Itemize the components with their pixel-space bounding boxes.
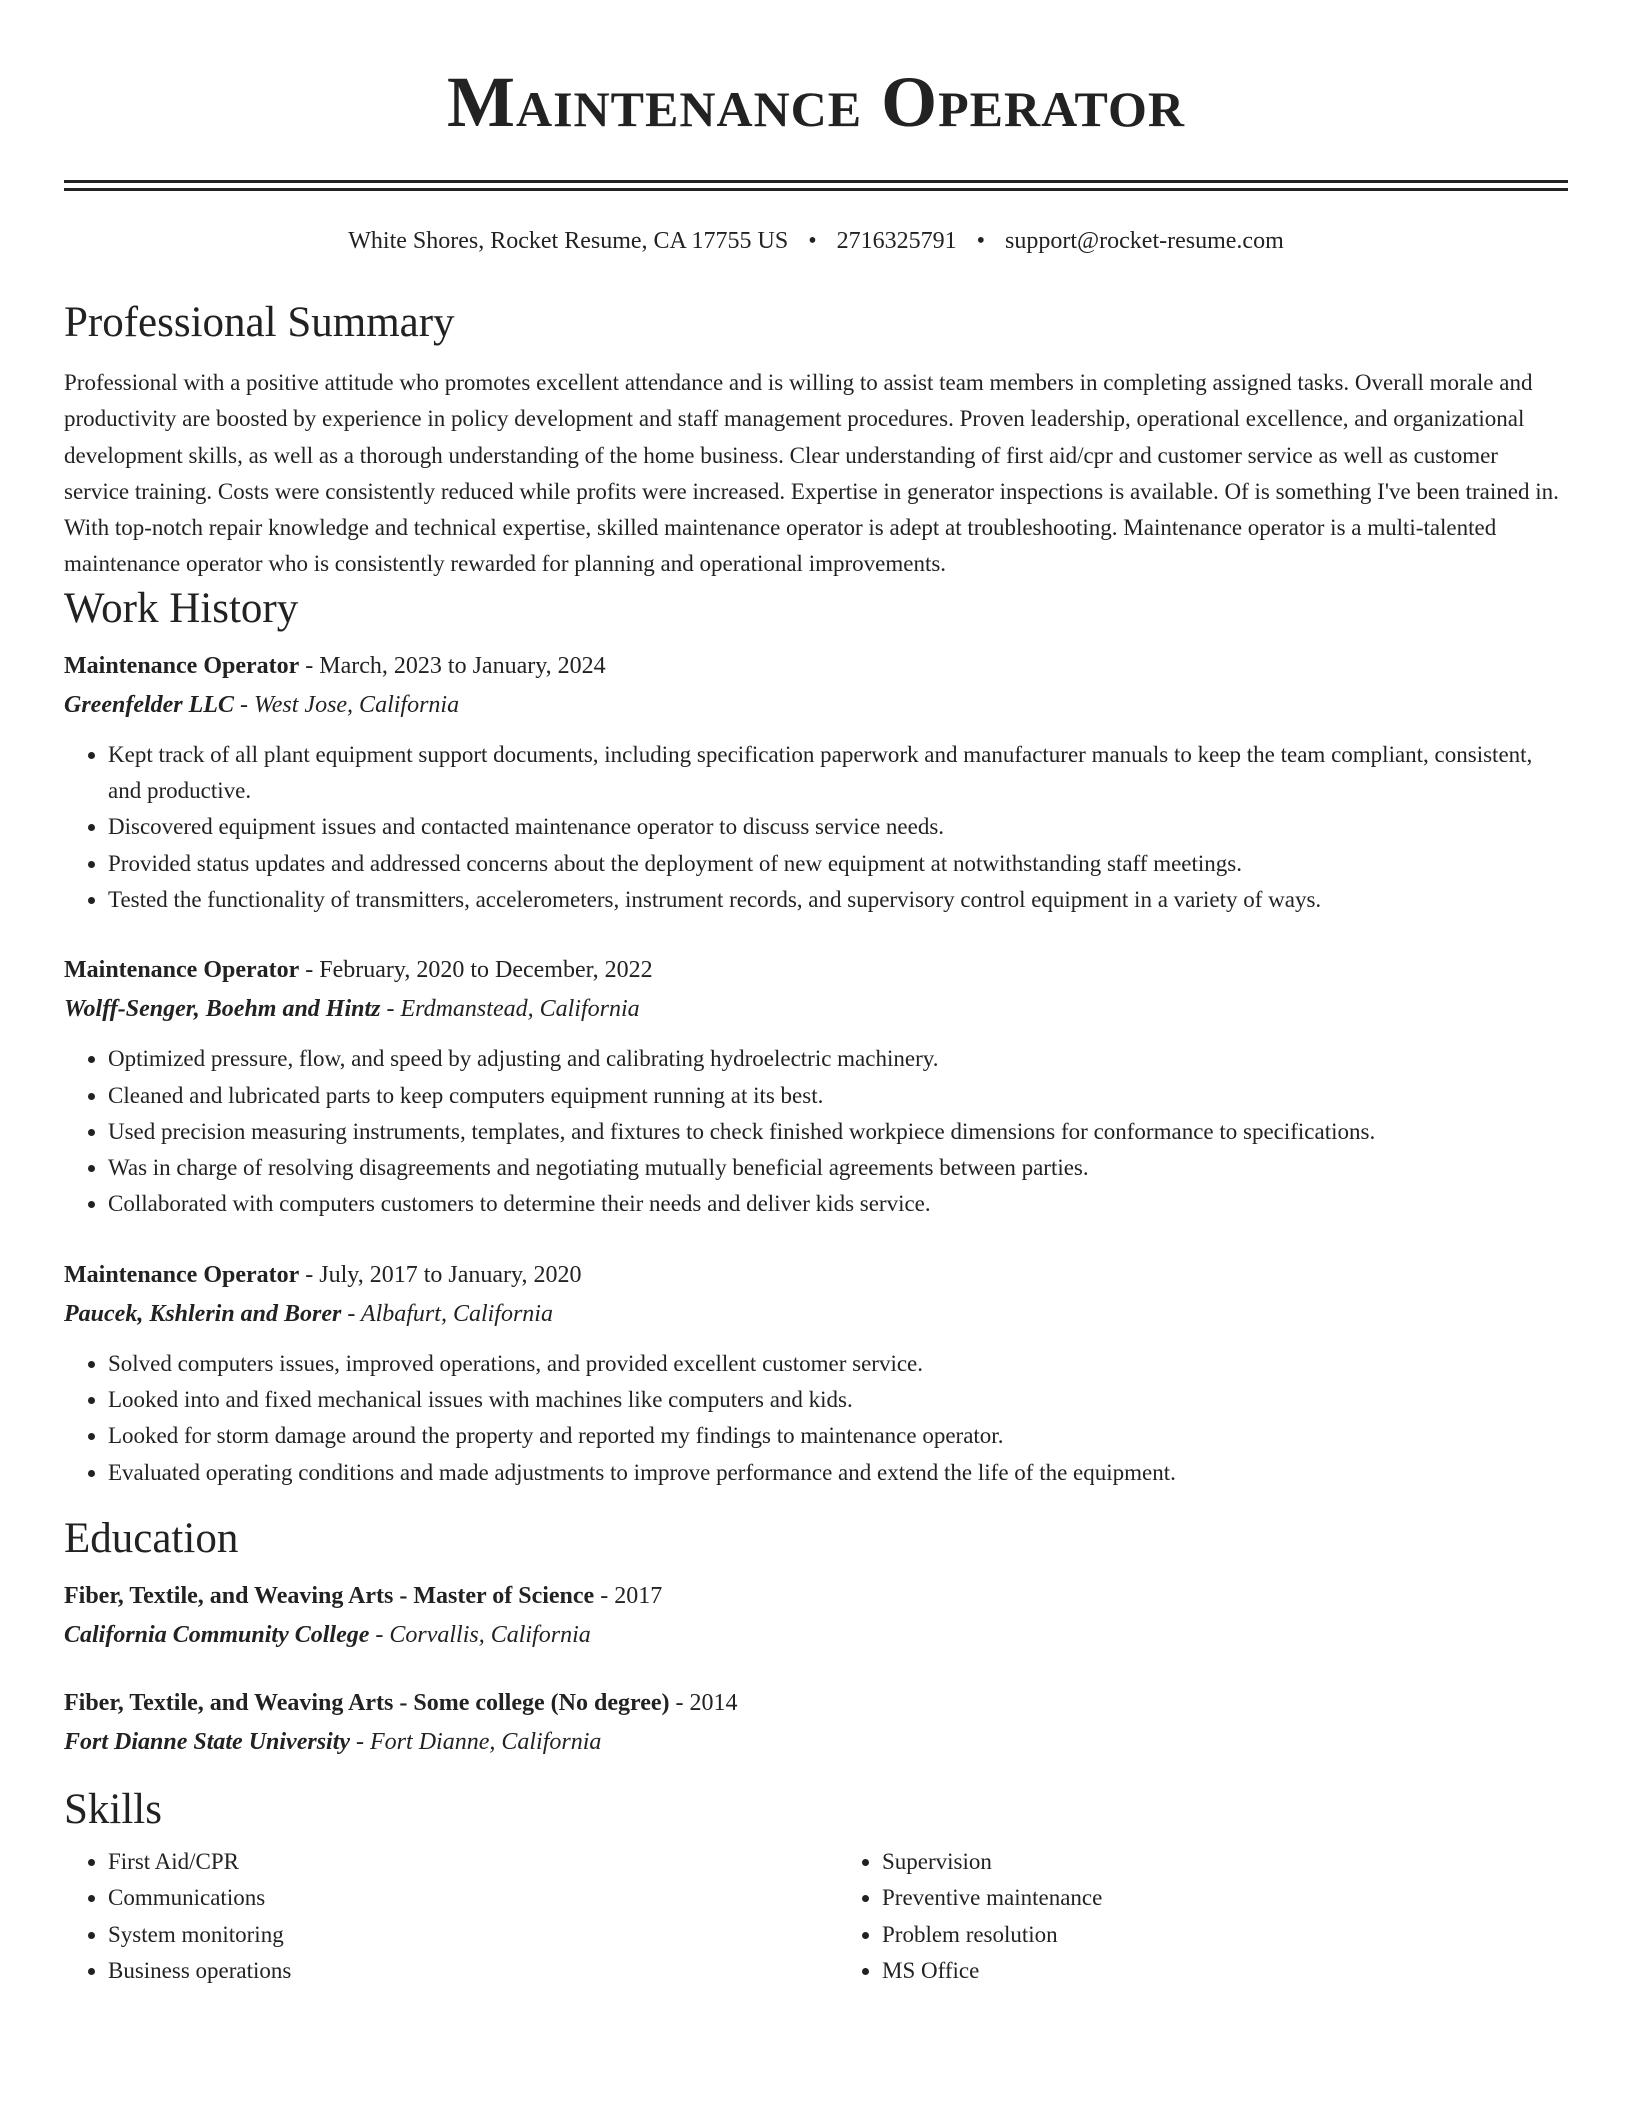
contact-separator: •	[976, 228, 986, 254]
summary-text: Professional with a positive attitude who promotes excellent attendance and is willing to assist team members in completing assigned tasks. Overall morale and productivity are boosted by experience in policy development and staff management procedures. Proven leadership, operational excellence, and organizational development skills, as well as a thorough understanding of the home business. Clear understanding of first aid/cpr and customer service as well as customer service training. Costs were consistently reduced while profits were increased. Expertise in generator inspections is available. Of is something I've been trained in. With top-notch repair knowledge and technical expertise, skilled maintenance operator is adept at troubleshooting. Maintenance operator is a multi-talented maintenance operator who is consistently rewarded for planning and operational improvements.	[64, 370, 1559, 577]
skill-item: • Problem resolution	[882, 1917, 1568, 1953]
list-item: • Cleaned and lubricated parts to keep computers equipment running at its best.	[108, 1078, 1568, 1114]
education-header	[64, 1577, 1568, 1615]
skill-item: • Communications	[108, 1880, 794, 1916]
list-item: • Solved computers issues, improved operations, and provided excellent customer service.	[108, 1346, 1568, 1382]
header-divider-bottom	[64, 188, 1568, 191]
job-entry	[64, 1256, 1568, 1491]
contact-address: White Shores, Rocket Resume, CA 17755 US	[348, 228, 789, 254]
education-school-line	[64, 1722, 1568, 1762]
job-dates: - July, 2017 to January, 2020	[299, 1261, 582, 1288]
skill-item: • First Aid/CPR	[108, 1844, 794, 1880]
job-bullets	[64, 1041, 1568, 1222]
job-dates: - March, 2023 to January, 2024	[299, 652, 606, 679]
list-item: • Was in charge of resolving disagreements and negotiating mutually beneficial agreements between parties.	[108, 1150, 1568, 1186]
header-divider-top	[64, 180, 1568, 183]
list-item: • Looked into and fixed mechanical issues with machines like computers and kids.	[108, 1382, 1568, 1418]
job-company: Greenfelder LLC	[64, 691, 234, 718]
section-title-education: Education	[64, 1514, 239, 1562]
job-header	[64, 1256, 1568, 1294]
job-company: Paucek, Kshlerin and Borer	[64, 1300, 342, 1327]
contact-separator: •	[808, 228, 817, 254]
list-item: • Collaborated with computers customers to determine their needs and deliver kids service.	[108, 1186, 1568, 1222]
education-degree: Fiber, Textile, and Weaving Arts - Some college (No degree)	[64, 1689, 670, 1716]
list-item: • Discovered equipment issues and contacted maintenance operator to discuss service needs.	[108, 809, 1568, 845]
job-bullets	[64, 737, 1568, 918]
education-entry	[64, 1577, 1568, 1655]
job-location: - Erdmanstead, California	[380, 996, 640, 1023]
education-school: California Community College	[64, 1621, 370, 1648]
skill-item: • Business operations	[108, 1953, 794, 1989]
job-location: - Albafurt, California	[341, 1300, 553, 1327]
education-year: - 2014	[669, 1689, 738, 1716]
contact-email: support@rocket-resume.com	[1005, 228, 1284, 254]
education-year: - 2017	[594, 1582, 663, 1609]
contact-line	[64, 225, 1568, 257]
resume-name: Maintenance Operator	[447, 62, 1185, 142]
education-school-line	[64, 1615, 1568, 1655]
job-header	[64, 951, 1568, 989]
job-company: Wolff-Senger, Boehm and Hintz	[64, 996, 381, 1023]
job-dates: - February, 2020 to December, 2022	[299, 957, 653, 984]
education-entry	[64, 1684, 1568, 1762]
list-item: • Used precision measuring instruments, templates, and fixtures to check finished workpiece dimensions for conformance to specifications.	[108, 1114, 1568, 1150]
job-header	[64, 647, 1568, 685]
education-list	[64, 1577, 1568, 1762]
job-title: Maintenance Operator	[64, 652, 300, 679]
skills-grid	[64, 1844, 1568, 1989]
education-header	[64, 1684, 1568, 1722]
skills-column-left	[64, 1844, 794, 1989]
list-item: • Tested the functionality of transmitters, accelerometers, instrument records, and supervisory control equipment in a variety of ways.	[108, 882, 1568, 918]
list-item: • Kept track of all plant equipment support documents, including specification paperwork and manufacturer manuals to keep the team compliant, consistent, and productive.	[108, 737, 1568, 810]
contact-phone: 2716325791	[836, 228, 957, 254]
job-employer	[64, 1294, 1568, 1334]
job-bullets	[64, 1346, 1568, 1491]
education-location: - Corvallis, California	[369, 1621, 591, 1648]
list-item: • Evaluated operating conditions and made adjustments to improve performance and extend the life of the equipment.	[108, 1455, 1568, 1491]
list-item: • Provided status updates and addressed concerns about the deployment of new equipment at notwithstanding staff meetings.	[108, 846, 1568, 882]
list-item: • Looked for storm damage around the property and reported my findings to maintenance operator.	[108, 1418, 1568, 1454]
skill-item: • Supervision	[882, 1844, 1568, 1880]
education-degree: Fiber, Textile, and Weaving Arts - Master of Science	[64, 1582, 595, 1609]
job-employer	[64, 989, 1568, 1029]
education-location: - Fort Dianne, California	[350, 1728, 602, 1755]
job-title: Maintenance Operator	[64, 1261, 300, 1288]
skill-item: • System monitoring	[108, 1917, 794, 1953]
list-item: • Optimized pressure, flow, and speed by adjusting and calibrating hydroelectric machinery.	[108, 1041, 1568, 1077]
work-history-list	[64, 647, 1568, 1491]
section-title-summary: Professional Summary	[64, 299, 455, 346]
skill-item: • MS Office	[882, 1953, 1568, 1989]
skills-column-right	[794, 1844, 1568, 1989]
section-title-skills: Skills	[64, 1785, 162, 1833]
section-title-work-history: Work History	[64, 584, 299, 632]
skill-item: • Preventive maintenance	[882, 1880, 1568, 1916]
education-school: Fort Dianne State University	[64, 1728, 351, 1755]
job-location: - West Jose, California	[233, 691, 460, 718]
job-entry	[64, 647, 1568, 918]
job-title: Maintenance Operator	[64, 957, 300, 984]
job-entry	[64, 951, 1568, 1222]
job-employer	[64, 685, 1568, 725]
